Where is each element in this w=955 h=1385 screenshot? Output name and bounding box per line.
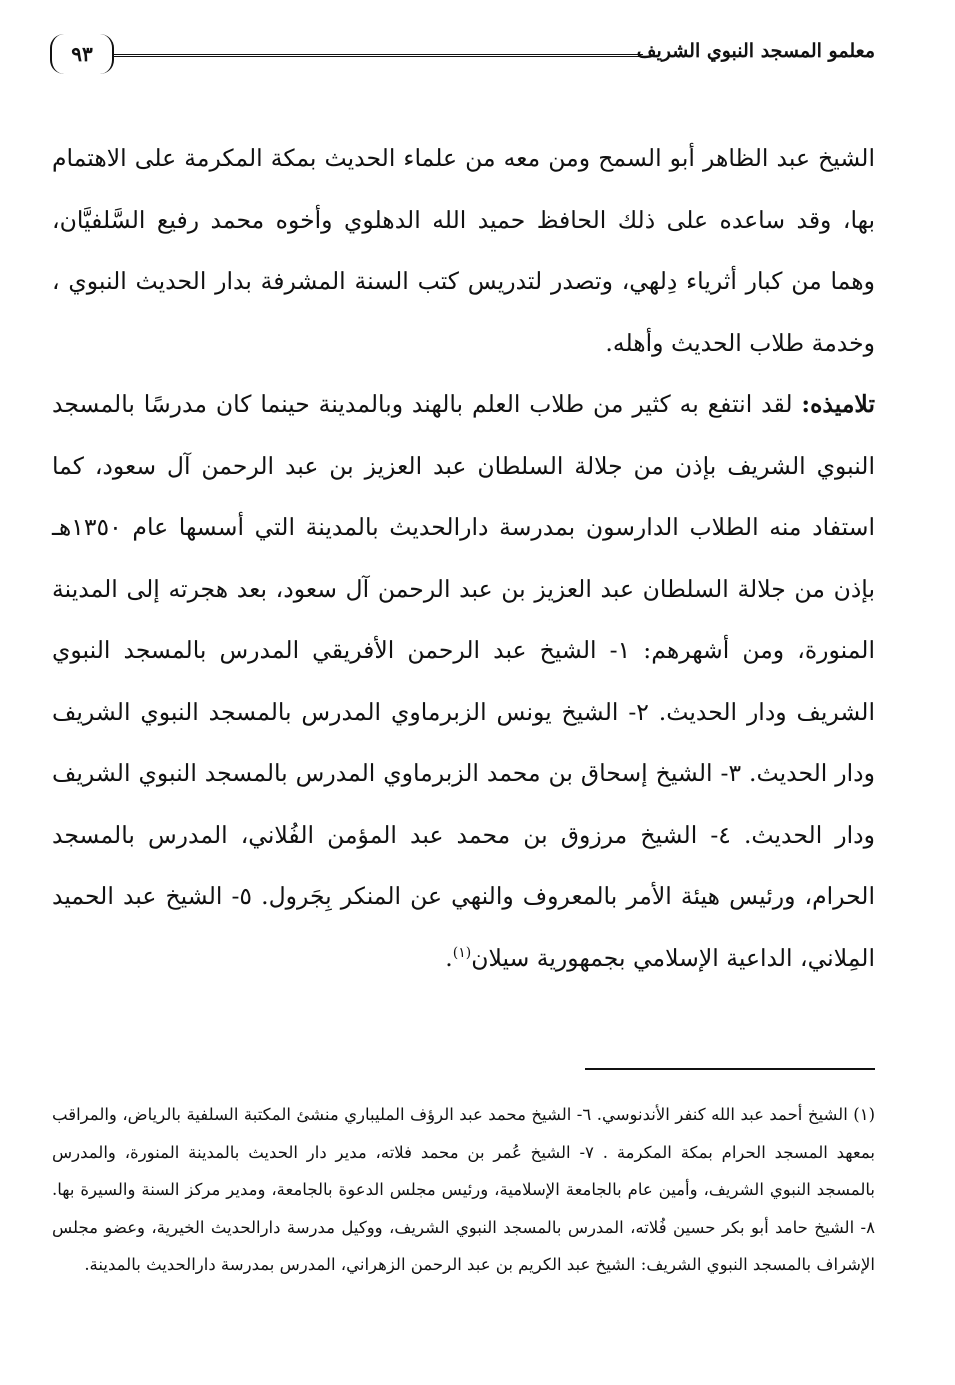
footnote-reference[interactable]: (١) bbox=[452, 944, 472, 961]
footnote bbox=[52, 1096, 875, 1284]
paragraph-2 bbox=[52, 374, 875, 989]
paragraph-1: الشيخ عبد الظاهر أبو السمح ومن معه من علماء الحديث بمكة المكرمة على الاهتمام بها، وقد ساعده على ذلك الحافظ حميد الله الدهلوي وأخوه محمد رفيع السَّلفيَّان، وهما من كبار أثرياء دِلهي، وتصدر لتدريس كتب السنة المشرفة بدار الحديث النبوي ، وخدمة طلاب الحديث وأهله. bbox=[52, 144, 875, 357]
footnote-text: (١) الشيخ أحمد عبد الله كنفر الأندنوسي. ٦- الشيخ محمد عبد الرؤف المليباري منشئ المكتبة السلفية بالرياض، والمراقب بمعهد المسجد الحرام بمكة المكرمة . ٧- الشيخ عُمر بن محمد فلاته، مدير دار الحديث بالمدينة المنورة، والمدرس بالمسجد النبوي الشريف، وأمين عام بالجامعة الإسلامية، ورئيس مجلس الدعوة بالجامعة، ومدير مركز السنة والسيرة بها. ٨- الشيخ حامد أبو بكر حسين فُلاته، المدرس بالمسجد النبوي الشريف، ووكيل مدرسة دارالحديث الخيرية، وعضو مجلس الإشراف بالمسجد النبوي الشريف: الشيخ عبد الكريم بن عبد الرحمن الزهراني، المدرس بمدرسة دارالحديث بالمدينة. bbox=[52, 1105, 875, 1274]
footnote-separator bbox=[585, 1068, 875, 1070]
header-title: معلمو المسجد النبوي الشريف bbox=[636, 40, 875, 62]
header-rule bbox=[112, 54, 643, 57]
paragraph-2-end: . bbox=[445, 943, 453, 972]
students-label: تلاميذه: bbox=[801, 390, 875, 418]
page-number: ٩٣ bbox=[50, 34, 114, 74]
running-header bbox=[50, 34, 875, 78]
main-text bbox=[52, 128, 875, 989]
paragraph-2-text: لقد انتفع به كثير من طلاب العلم بالهند وبالمدينة حينما كان مدرسًا بالمسجد النبوي الشريف بإذن من جلالة السلطان عبد العزيز بن عبد الرحمن آل سعود، كما استفاد منه الطلاب الدارسون بمدرسة دارالحديث بالمدينة التي أسسها عام ١٣٥٠هـ بإذن من جلالة السلطان عبد العزيز بن عبد الرحمن آل سعود، بعد هجرته إلى المدينة المنورة، ومن أشهرهم: ١- الشيخ عبد الرحمن الأفريقي المدرس بالمسجد النبوي الشريف ودار الحديث. ٢- الشيخ يونس الزبرماوي المدرس بالمسجد النبوي الشريف ودار الحديث. ٣- الشيخ إسحاق بن محمد الزبرماوي المدرس بالمسجد النبوي الشريف ودار الحديث. ٤- الشيخ مرزوق بن محمد عبد المؤمن الفُلاني، المدرس بالمسجد الحرام، ورئيس هيئة الأمر بالمعروف والنهي عن المنكر بِجَرول. ٥- الشيخ عبد الحميد المِلاني، الداعية الإسلامي بجمهورية سيلان bbox=[52, 390, 875, 972]
